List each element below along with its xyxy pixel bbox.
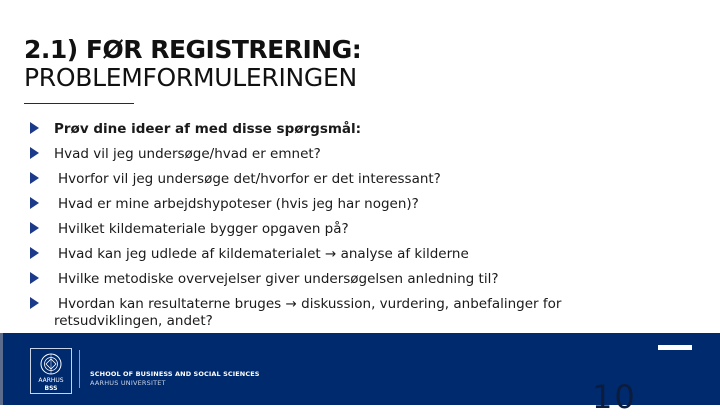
bullet-list: [30, 121, 700, 338]
bullet-text: Prøv dine ideer af med disse spørgsmål:: [54, 121, 362, 137]
title-line-1: 2.1) FØR REGISTRERING:: [24, 35, 362, 64]
bullet-item: [30, 296, 700, 330]
corner-accent-bar: [658, 345, 692, 350]
bullet-arrow-icon: [30, 172, 39, 184]
title-underline: [24, 103, 134, 104]
right-arrow-icon: →: [325, 246, 337, 262]
bullet-arrow-icon: [30, 222, 39, 234]
bullet-text: [54, 246, 469, 262]
right-arrow-icon: →: [285, 296, 297, 312]
slide-title: [24, 36, 361, 92]
seal-icon: [37, 352, 65, 376]
footer-edge: [0, 333, 3, 405]
bullet-item: [30, 146, 700, 163]
bullet-text: Hvilke metodiske overvejelser giver undersøgelsen anledning til?: [58, 271, 499, 287]
bullet-item: [30, 171, 700, 188]
school-name: SCHOOL OF BUSINESS AND SOCIAL SCIENCES: [90, 370, 260, 378]
university-name: AARHUS UNIVERSITET: [90, 379, 166, 387]
bullet-arrow-icon: [30, 247, 39, 259]
logo-divider: [79, 350, 80, 388]
bullet-item: [30, 221, 700, 238]
bullet-item: [30, 196, 700, 213]
bullet-arrow-icon: [30, 197, 39, 209]
bullet-text: Hvorfor vil jeg undersøge det/hvorfor er det interessant?: [58, 171, 441, 187]
logo-text-aarhus: AARHUS: [38, 377, 64, 384]
bullet-text-part: diskussion, vurdering, anbefalinger for: [296, 296, 562, 312]
bullet-arrow-icon: [30, 272, 39, 284]
bullet-text-continuation: retsudviklingen, andet?: [54, 313, 213, 329]
bullet-arrow-icon: [30, 297, 39, 309]
bullet-text-part: analyse af kilderne: [336, 246, 469, 262]
bullet-arrow-icon: [30, 122, 39, 134]
bullet-item: [30, 271, 700, 288]
bullet-text: [54, 296, 561, 312]
page-number: 10: [592, 378, 637, 416]
bullet-text-part: Hvad kan jeg udlede af kildematerialet: [58, 246, 325, 262]
bullet-text-part: Hvordan kan resultaterne bruges: [58, 296, 286, 312]
bullet-text: Hvad er mine arbejdshypoteser (hvis jeg har nogen)?: [58, 196, 419, 212]
bullet-item: [30, 121, 700, 138]
title-line-2: PROBLEMFORMULERINGEN: [24, 63, 357, 92]
aarhus-bss-logo: [30, 348, 72, 394]
bullet-arrow-icon: [30, 147, 39, 159]
logo-text-bss: BSS: [44, 385, 58, 392]
bullet-text: Hvilket kildemateriale bygger opgaven på?: [58, 221, 349, 237]
bullet-item: [30, 246, 700, 263]
bullet-text: Hvad vil jeg undersøge/hvad er emnet?: [54, 146, 321, 162]
